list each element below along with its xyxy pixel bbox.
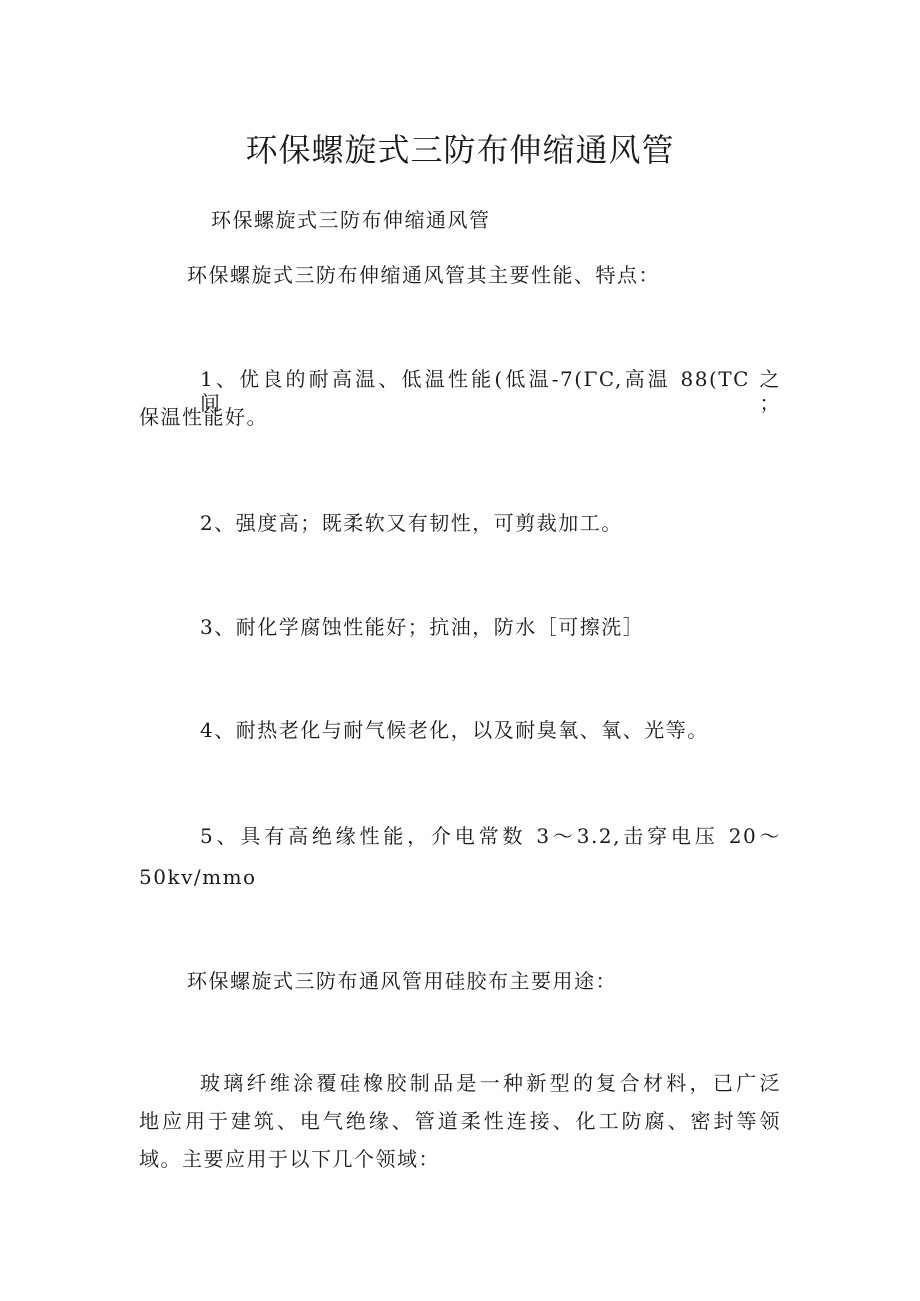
uses-paragraph-line3: 域。主要应用于以下几个领域： bbox=[139, 1147, 440, 1171]
uses-heading: 环保螺旋式三防布通风管用硅胶布主要用途： bbox=[187, 969, 617, 993]
feature-item-1-line1: 1、优良的耐高温、低温性能(低温-7(ΓC,高温 88(TC 之间； bbox=[200, 367, 781, 415]
feature-item-5-line1: 5、具有高绝缘性能，介电常数 3～3.2,击穿电压 20～ bbox=[200, 824, 781, 848]
subtitle: 环保螺旋式三防布伸缩通风管 bbox=[211, 208, 491, 232]
feature-item-3: 3、耐化学腐蚀性能好；抗油，防水［可擦洗］ bbox=[200, 615, 645, 639]
feature-item-5-line2: 50kv/mmo bbox=[139, 865, 257, 889]
feature-item-2: 2、强度高；既柔软又有韧性，可剪裁加工。 bbox=[200, 511, 623, 535]
uses-paragraph-line2: 地应用于建筑、电气绝缘、管道柔性连接、化工防腐、密封等领 bbox=[139, 1109, 781, 1133]
document-title: 环保螺旋式三防布伸缩通风管 bbox=[245, 131, 675, 169]
intro-line: 环保螺旋式三防布伸缩通风管其主要性能、特点： bbox=[187, 263, 660, 287]
feature-item-1-line2: 保温性能好。 bbox=[139, 405, 268, 429]
uses-paragraph-line1: 玻璃纤维涂覆硅橡胶制品是一种新型的复合材料，已广泛 bbox=[200, 1071, 781, 1095]
feature-item-4: 4、耐热老化与耐气候老化，以及耐臭氧、氧、光等。 bbox=[200, 718, 709, 742]
